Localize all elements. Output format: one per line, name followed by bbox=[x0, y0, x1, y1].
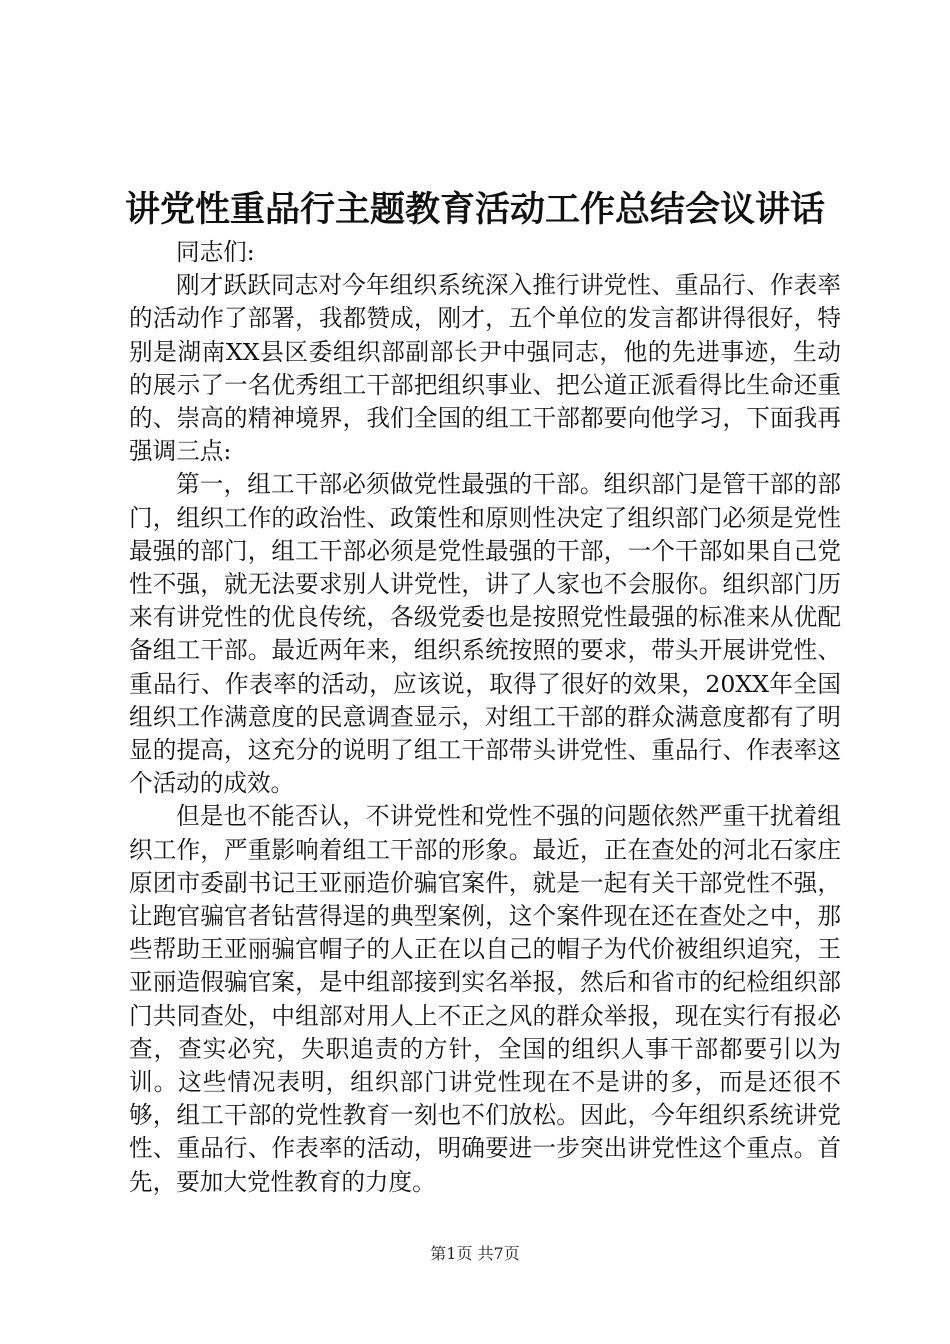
paragraph-intro: 刚才跃跃同志对今年组织系统深入推行讲党性、重品行、作表率的活动作了部署，我都赞成，刚才，五个单位的发言都讲得很好，特别是湖南XX县区委组织部副部长尹中强同志，他的先进事迹，生动的展示了一名优秀组工干部把组织事业、把公道正派看得比生命还重的、崇高的精神境界，我们全国的组工干部都要向他学习，下面我再强调三点: bbox=[129, 271, 841, 466]
paragraph-point-one: 第一，组工干部必须做党性最强的干部。组织部门是管干部的部门，组织工作的政治性、政策性和原则性决定了组织部门必须是党性最强的部门，组工干部必须是党性最强的干部，一个干部如果自己党性不强，就无法要求别人讲党性，讲了人家也不会服你。组织部门历来有讲党性的优良传统，各级党委也是按照党性最强的标准来从优配备组工干部。最近两年来，组织系统按照的要求，带头开展讲党性、重品行、作表率的活动，应该说，取得了很好的效果，20XX年全国组织工作满意度的民意调查显示，对组工干部的群众满意度都有了明显的提高，这充分的说明了组工干部带头讲党性、重品行、作表率这个活动的成效。 bbox=[129, 470, 841, 798]
document-title: 讲党性重品行主题教育活动工作总结会议讲话 bbox=[124, 189, 825, 230]
page-footer: 第1页 共7页 bbox=[430, 1244, 520, 1263]
document-body bbox=[129, 236, 841, 1199]
paragraph-however: 但是也不能否认，不讲党性和党性不强的问题依然严重干扰着组织工作，严重影响着组工干部的形象。最近，正在查处的河北石家庄原团市委副书记王亚丽造价骗官案件，就是一起有关干部党性不强，让跑官骗官者钻营得逞的典型案例，这个案件现在还在查处之中，那些帮助王亚丽骗官帽子的人正在以自己的帽子为代价被组织追究，王亚丽造假骗官案，是中组部接到实名举报，然后和省市的纪检组织部门共同查处，中组部对用人上不正之风的群众举报，现在实行有报必查，查实必究，失职追责的方针，全国的组织人事干部都要引以为训。这些情况表明，组织部门讲党性现在不是讲的多，而是还很不够，组工干部的党性教育一刻也不们放松。因此，今年组织系统讲党性、重品行、作表率的活动，明确要进一步突出讲党性这个重点。首先，要加大党性教育的力度。 bbox=[129, 802, 841, 1196]
salutation: 同志们: bbox=[176, 238, 255, 266]
